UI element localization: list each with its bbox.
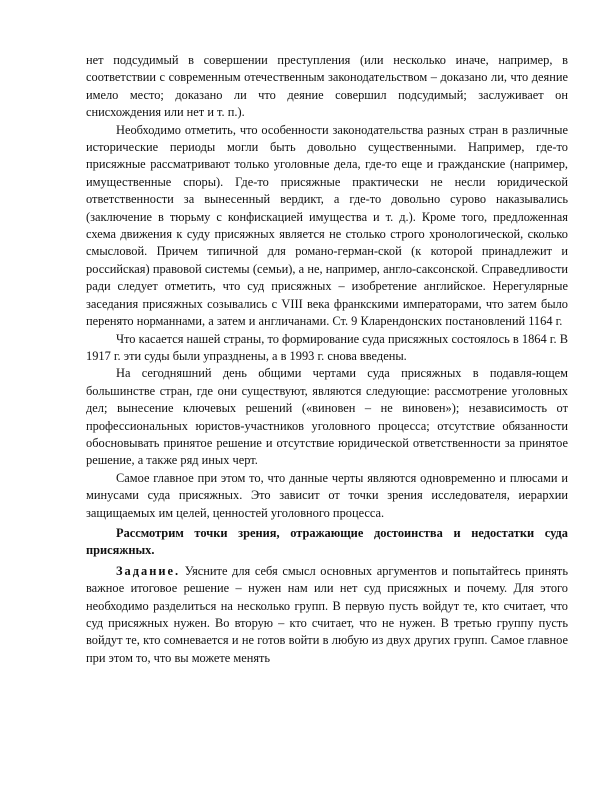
paragraph-2: Необходимо отметить, что особенности законодательства разных стран в различные исторические периоды могли быть довольно существенными. Например, где-то присяжные рассматривают только уголовные дела, где-то еще и гражданские (например, имущественные споры). Где-то присяжные практически не несли юридической ответственности за вынесенный вердикт, а где-то довольно сурово наказывались (заключение в тюрьму с конфискацией имущества и т. д.). Кроме того, предложенная схема движения к суду присяжных является не столько строго хронологической, сколько смысловой. Причем типичной для романо-герман-ской (к которой принадлежит и российская) правовой системы (семьи), а не, например, англо-саксонской. Справедливости ради следует отметить, что суд присяжных – изобретение английское. Нерегулярные заседания присяжных созывались с VIII века франкскими императорами, что затем было перенято норманнами, а затем и англичанами. Ст. 9 Кларендонских постановлений 1164 г. bbox=[86, 122, 568, 329]
paragraph-4: На сегодняшний день общими чертами суда присяжных в подавля-ющем большинстве стран, где они существуют, являются следующие: рассмотрение уголовных дел; вынесение ключевых решений («виновен – не виновен»); независимость от профессиональных юристов-участников уголовного процесса; отсутствие обязанности обосновывать принятое решение и отсутствие юридической ответственности за принятое решение, а также ряд иных черт. bbox=[86, 366, 568, 468]
document-page bbox=[86, 52, 568, 667]
task-label: Задание. bbox=[116, 563, 181, 578]
section-heading: Рассмотрим точки зрения, отражающие достоинства и недостатки суда присяжных. bbox=[86, 525, 568, 558]
paragraph-3: Что касается нашей страны, то формирование суда присяжных состоялось в 1864 г. В 1917 г. эти суды были упразднены, а в 1993 г. снова введены. bbox=[86, 331, 568, 363]
paragraph-1: нет подсудимый в совершении преступления (или несколько иначе, например, в соответствии с современным отечественным законодательством – доказано ли, что деяние имело место; доказано ли что деяние совершил подсудимый; заслуживает он снисхождения или нет и т. п.). bbox=[86, 53, 568, 120]
paragraph-5: Самое главное при этом то, что данные черты являются одновременно и плюсами и минусами суда присяжных. Это зависит от точки зрения исследователя, иерархии защищаемых им целей, ценностей уголовного процесса. bbox=[86, 470, 568, 520]
task-paragraph bbox=[86, 563, 568, 667]
task-text: Уясните для себя смысл основных аргументов и попытайтесь принять важное итоговое решение – нужен нам или нет суд присяжных и почему. Для этого необходимо разделиться на несколько групп. В первую пусть войдут те, кто считает, что суд присяжных нужен. Во вторую – кто считает, что не нужен. В третью группу пусть войдут те, кто сомневается и не готов войти в любую из двух других групп. Самое главное при этом то, что вы можете менять bbox=[86, 563, 568, 665]
